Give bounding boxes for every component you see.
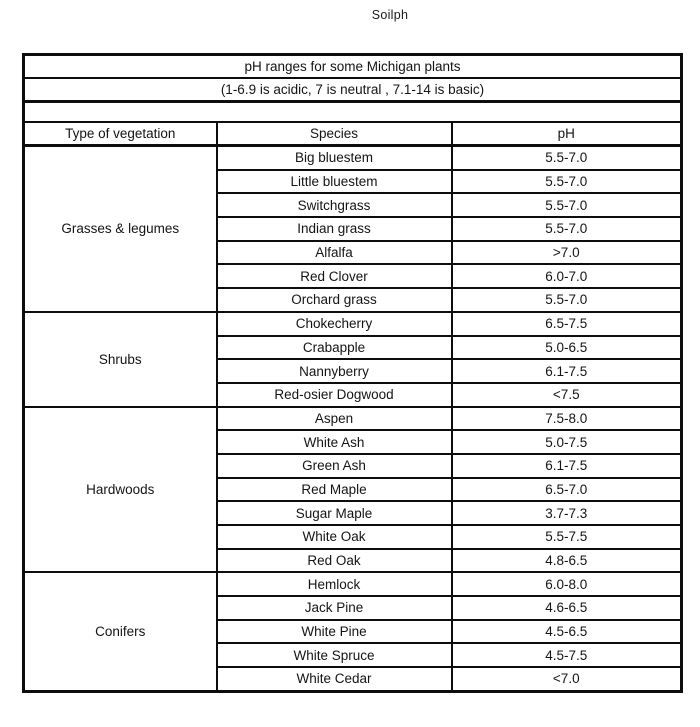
page-title: Soilph — [371, 8, 409, 22]
species-cell: White Oak — [217, 525, 452, 549]
vegetation-type-cell: Conifers — [24, 572, 217, 691]
species-cell: Alfalfa — [217, 241, 452, 265]
species-cell: Red Maple — [217, 478, 452, 502]
table-row — [24, 146, 682, 170]
species-cell: Indian grass — [217, 217, 452, 241]
ph-value-cell: 6.1-7.5 — [452, 454, 682, 478]
ph-value-cell: 5.0-7.5 — [452, 430, 682, 454]
ph-value-cell: 5.5-7.0 — [452, 217, 682, 241]
ph-value-cell: <7.0 — [452, 667, 682, 691]
spacer-cell — [24, 102, 682, 123]
species-cell: Orchard grass — [217, 288, 452, 312]
column-header-ph: pH — [452, 122, 682, 146]
ph-value-cell: 4.6-6.5 — [452, 596, 682, 620]
species-cell: White Pine — [217, 620, 452, 644]
species-cell: Jack Pine — [217, 596, 452, 620]
ph-value-cell: 4.8-6.5 — [452, 549, 682, 573]
table-row — [24, 407, 682, 431]
ph-value-cell: 4.5-6.5 — [452, 620, 682, 644]
column-header-vegetation: Type of vegetation — [24, 122, 217, 146]
species-cell: Nannyberry — [217, 359, 452, 383]
ph-ranges-table — [22, 53, 683, 693]
table-title-row — [24, 55, 682, 79]
ph-value-cell: 5.5-7.5 — [452, 525, 682, 549]
species-cell: Little bluestem — [217, 170, 452, 194]
ph-value-cell: 6.0-7.0 — [452, 264, 682, 288]
species-cell: Big bluestem — [217, 146, 452, 170]
table-header-row — [24, 122, 682, 146]
column-header-species: Species — [217, 122, 452, 146]
ph-value-cell: 6.5-7.0 — [452, 478, 682, 502]
species-cell: Chokecherry — [217, 312, 452, 336]
species-cell: White Ash — [217, 430, 452, 454]
ph-value-cell: 7.5-8.0 — [452, 407, 682, 431]
species-cell: Red-osier Dogwood — [217, 383, 452, 407]
species-cell: Green Ash — [217, 454, 452, 478]
ph-value-cell: 5.5-7.0 — [452, 170, 682, 194]
vegetation-type-cell: Hardwoods — [24, 407, 217, 573]
ph-value-cell: 6.0-8.0 — [452, 572, 682, 596]
species-cell: Crabapple — [217, 336, 452, 360]
table-subtitle-row — [24, 78, 682, 102]
table-row — [24, 312, 682, 336]
table-title: pH ranges for some Michigan plants — [24, 55, 682, 79]
table-row — [24, 572, 682, 596]
vegetation-type-cell: Shrubs — [24, 312, 217, 407]
ph-value-cell: <7.5 — [452, 383, 682, 407]
ph-value-cell: 5.0-6.5 — [452, 336, 682, 360]
ph-value-cell: >7.0 — [452, 241, 682, 265]
species-cell: Red Clover — [217, 264, 452, 288]
ph-value-cell: 5.5-7.0 — [452, 146, 682, 170]
species-cell: Sugar Maple — [217, 501, 452, 525]
ph-value-cell: 5.5-7.0 — [452, 288, 682, 312]
ph-value-cell: 3.7-7.3 — [452, 501, 682, 525]
ph-value-cell: 6.1-7.5 — [452, 359, 682, 383]
table-body — [24, 55, 682, 692]
ph-value-cell: 6.5-7.5 — [452, 312, 682, 336]
species-cell: Aspen — [217, 407, 452, 431]
ph-value-cell: 5.5-7.0 — [452, 193, 682, 217]
species-cell: Switchgrass — [217, 193, 452, 217]
vegetation-type-cell: Grasses & legumes — [24, 146, 217, 312]
table-spacer-row — [24, 102, 682, 123]
species-cell: White Cedar — [217, 667, 452, 691]
species-cell: White Spruce — [217, 643, 452, 667]
ph-value-cell: 4.5-7.5 — [452, 643, 682, 667]
species-cell: Hemlock — [217, 572, 452, 596]
species-cell: Red Oak — [217, 549, 452, 573]
table-subtitle: (1-6.9 is acidic, 7 is neutral , 7.1-14 is basic) — [24, 78, 682, 102]
